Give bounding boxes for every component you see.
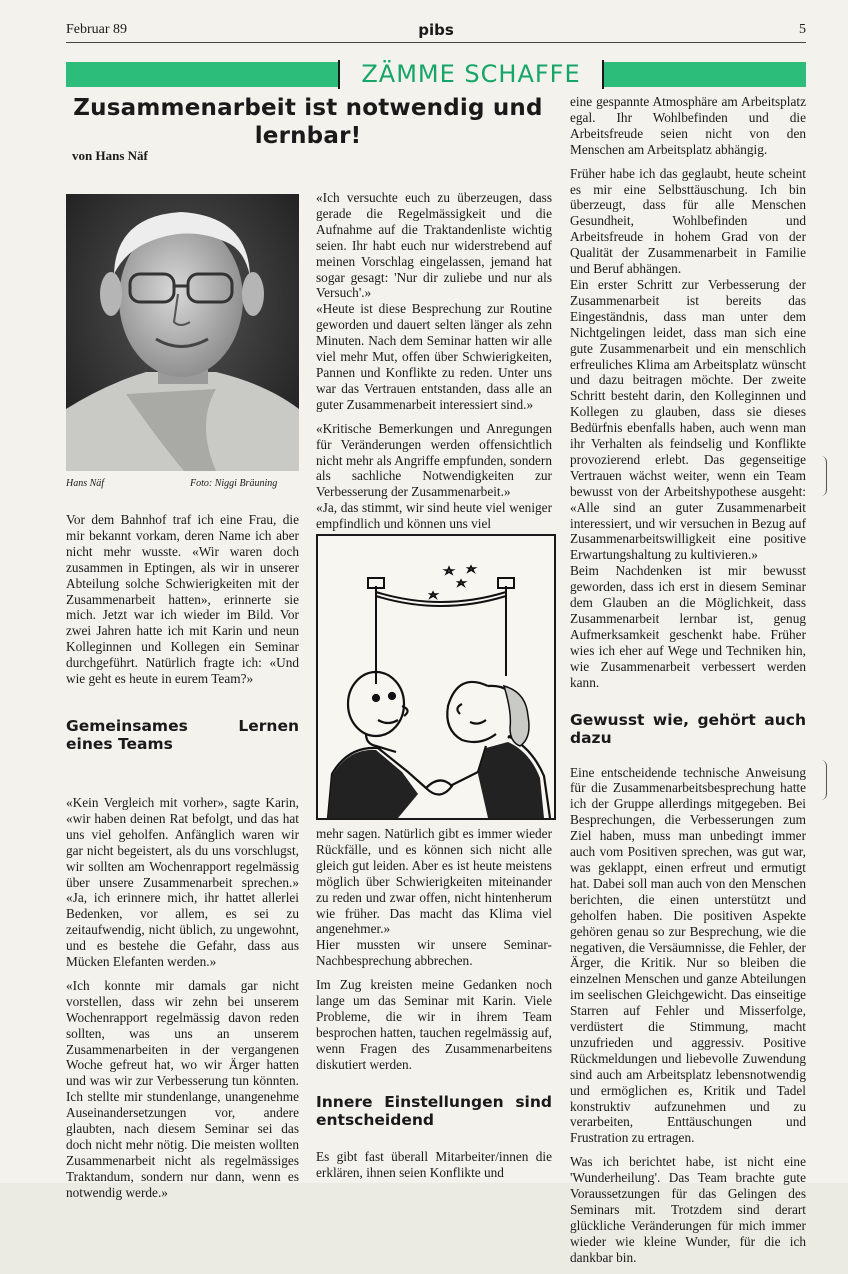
column-2-top xyxy=(316,190,552,540)
handshake-cartoon xyxy=(316,534,556,820)
column-1 xyxy=(66,512,299,1209)
paragraph: Im Zug kreisten meine Gedanken noch lange um das Seminar mit Karin. Viele Probleme, die wir in ihrem Team besprochen hatten, tauchen regelmässig auf, wenn Fragen des Zusammenarbeitens diskutiert werden. xyxy=(316,977,552,1072)
issue-date: Februar 89 xyxy=(66,22,128,37)
paragraph: Früher habe ich das geglaubt, heute scheint es mir eine Selbsttäuschung. Ich bin überzeugt, dass für alle Menschen Gesundheit, Wohlbefinden und Arbeitsfreude in hohem Grad von der Qualität der Zusammenarbeit in Familie und Beruf abhängen. xyxy=(570,165,806,277)
paragraph: Vor dem Bahnhof traf ich eine Frau, die mir bekannt vorkam, deren Name ich aber nicht mehr wusste. «Wir waren doch zusammen in Eptingen, als wir in unserer Abteilung solche Schwierigkeiten mit der Zusammenarbeit hatten», erinnerte sie mich. Jetzt war ich wieder im Bild. Vor zwei Jahren hatte ich mit Karin und neun Kolleginnen und Kollegen ein Seminar durchgeführt. Natürlich fragte ich: «Und wie geht es heute in eurem Team?» xyxy=(66,512,299,687)
paragraph: «Kein Vergleich mit vorher», sagte Karin, «wir haben deinen Rat befolgt, und das hat uns viel geholfen. Anfänglich waren wir gar nicht begeistert, als du uns vorschlugst, wir sollten am Wochenrapport regelmässig über unsere Zusammenarbeit sprechen.» «Ja, ich erinnere mich, ihr hattet allerlei Bedenken, vor allem, es sei zu zeitaufwendig, nicht üblich, zu ungewohnt, und es bestehe die Gefahr, dass aus Mücken Elefanten werden.» xyxy=(66,794,299,970)
subheading: Gemeinsames Lernen eines Teams xyxy=(66,716,299,753)
paragraph: «Ja, das stimmt, wir sind heute viel weniger empfindlich und können uns viel xyxy=(316,500,552,532)
section-band xyxy=(66,62,806,87)
portrait-image xyxy=(66,194,299,471)
photo-caption: Hans Näf xyxy=(66,478,105,489)
paragraph: «Ich konnte mir damals gar nicht vorstellen, dass wir zehn bei unserem Wochenrapport regelmässig davon reden sollten, was uns an unserem Zusammenarbeiten in der vergangenen Woche gefreut hat, wo wir Ärger hatten und was wir zur Verbesserung tun könnten. Ich stellte mir stundenlange, unangenehme Auseinandersetzungen vor, andere glaubten, nach diesem Seminar sei das doch nicht mehr nötig. Die meisten wollten Zusammenarbeit nicht als regelmässiges Traktandum, sondern nur dann, wenn es notwendig werde.» xyxy=(66,977,299,1200)
paragraph: Eine entscheidende technische Anweisung für die Zusammenarbeitsbesprechung hatte ich der Gruppe allerdings mitgegeben. Bei Besprechungen, die Verbesserungen zum Ziel haben, muss man unbedingt immer auch vom Positiven sprechen, was gut war, was geklappt, einen erfreut und ermutigt hat. Dabei soll man auch von den Menschen berichten, die einen unterstützt und geholfen haben. Die positiven Aspekte gehören genau so zur Besprechung, wie die negativen, die Versäumnisse, die Fehler, der Ärger, die Kritik. Nur so bleiben die einzelnen Menschen und ganze Abteilungen im seelischen Gleichgewicht. Das einseitige Starren auf Fehler und Misserfolge, verdüstert die Stimmung, macht unzufrieden und aggressiv. Positive Rückmeldungen und liebevolle Zuwendung sind auch am Arbeitsplatz lebensnotwendig und ermöglichen es, Kritik und Tadel konstruktiv aufzunehmen und zu verarbeiten, Enttäuschungen und Frustration zu ertragen. xyxy=(570,764,806,1146)
paragraph: «Heute ist diese Besprechung zur Routine geworden und dauert selten länger als zehn Minuten. Nach dem Seminar hatten wir alle viel mehr Mut, offen über Schwierigkeiten, Pannen und Konflikte zu reden. Unter uns war das Vertrauen entstanden, dass alle an guter Zusammenarbeit interessiert sind.» xyxy=(316,301,552,412)
byline: von Hans Näf xyxy=(72,148,148,163)
column-3 xyxy=(570,94,806,1274)
subheading: Gewusst wie, gehört auch dazu xyxy=(570,710,806,747)
paragraph: mehr sagen. Natürlich gibt es immer wieder Rückfälle, und es können sich nicht alle gleich gut leiden. Aber es ist heute meistens möglich über Schwierigkeiten miteinander zu reden und zwar offen, nicht hintenherum wie früher. Das macht das Klima viel angenehmer.» xyxy=(316,826,552,937)
header-rule xyxy=(66,42,806,43)
page-header xyxy=(66,22,806,42)
paragraph: Es gibt fast überall Mitarbeiter/innen die erklären, ihnen seien Konflikte und xyxy=(316,1148,552,1180)
author-photo xyxy=(66,194,299,471)
paragraph: Was ich berichtet habe, ist nicht eine 'Wunderheilung'. Das Team brachte gute Voraussetzungen für das Gelingen des Seminars mit. Trotzdem sind derart glückliche Veränderungen für mich immer wieder wie kleine Wunder, für die ich dankbar bin. xyxy=(570,1154,806,1265)
paragraph: Beim Nachdenken ist mir bewusst geworden, dass ich erst in diesem Seminar dem Glauben an die Möglichkeit, dass Zusammenarbeit lernbar ist, genug Aufmerksamkeit geschenkt habe. Früher wies ich eher auf Wege und Techniken hin, wie Zusammenarbeit verbessert werden kann. xyxy=(570,563,806,690)
article-title: Zusammenarbeit ist notwendig und lernbar! xyxy=(73,95,543,149)
paragraph: «Ich versuchte euch zu überzeugen, dass gerade die Regelmässigkeit und die Aufnahme auf die Traktandenliste wichtig seien. Ihr habt euch nur widerstrebend auf meinen Vorschlag eingelassen, jemand hat sogar gesagt: 'Nur dir zuliebe und nur als Versuch'.» xyxy=(316,190,552,301)
margin-mark xyxy=(820,456,827,496)
paragraph: eine gespannte Atmosphäre am Arbeitsplatz egal. Ihr Wohlbefinden und die Arbeitsfreude seien nicht von den Menschen am Arbeitsplatz abhängig. xyxy=(570,94,806,157)
page-number: 5 xyxy=(799,22,806,37)
subheading: Innere Einstellungen sind entscheidend xyxy=(316,1092,552,1129)
section-label: ZÄMME SCHAFFE xyxy=(338,60,604,89)
paragraph: Hier mussten wir unsere Seminar-Nachbesprechung abbrechen. xyxy=(316,937,552,969)
column-2-bottom xyxy=(316,826,552,1188)
publication-name: pibs xyxy=(418,21,454,39)
margin-mark xyxy=(820,760,827,800)
photo-credit: Foto: Niggi Bräuning xyxy=(190,478,278,489)
paragraph: Ein erster Schritt zur Verbesserung der Zusammenarbeit ist bereits das Eingeständnis, dass man unter dem Nichtgelingen leidet, dass man sich eine gute Zusammenarbeit und ein menschlich erfreuliches Klima am Arbeitsplatz wünscht und dazu beitragen möchte. Der zweite Schritt besteht darin, den Kolleginnen und Kollegen zu glauben, dass sie dieses Bedürfnis ebenfalls haben, auch wenn man ihr Verhalten als feindselig und Konflikte provozierend erlebt. Das gegenseitige Vertrauen wächst weiter, wenn ein Team bewusst von der Arbeitshypothese ausgeht: «Alle sind an guter Zusammenarbeit interessiert, und wir versuchen in Bezug auf Zusammenarbeitswilligkeit eine positive Erwartungshaltung zu kultivieren.» xyxy=(570,276,806,563)
handshake-illustration-icon xyxy=(318,536,554,818)
paragraph: «Kritische Bemerkungen und Anregungen für Veränderungen werden offensichtlich nicht mehr als Angriffe empfunden, sondern als sachliche Notwendigkeiten zur Verbesserung der Zusammenarbeit.» xyxy=(316,420,552,500)
